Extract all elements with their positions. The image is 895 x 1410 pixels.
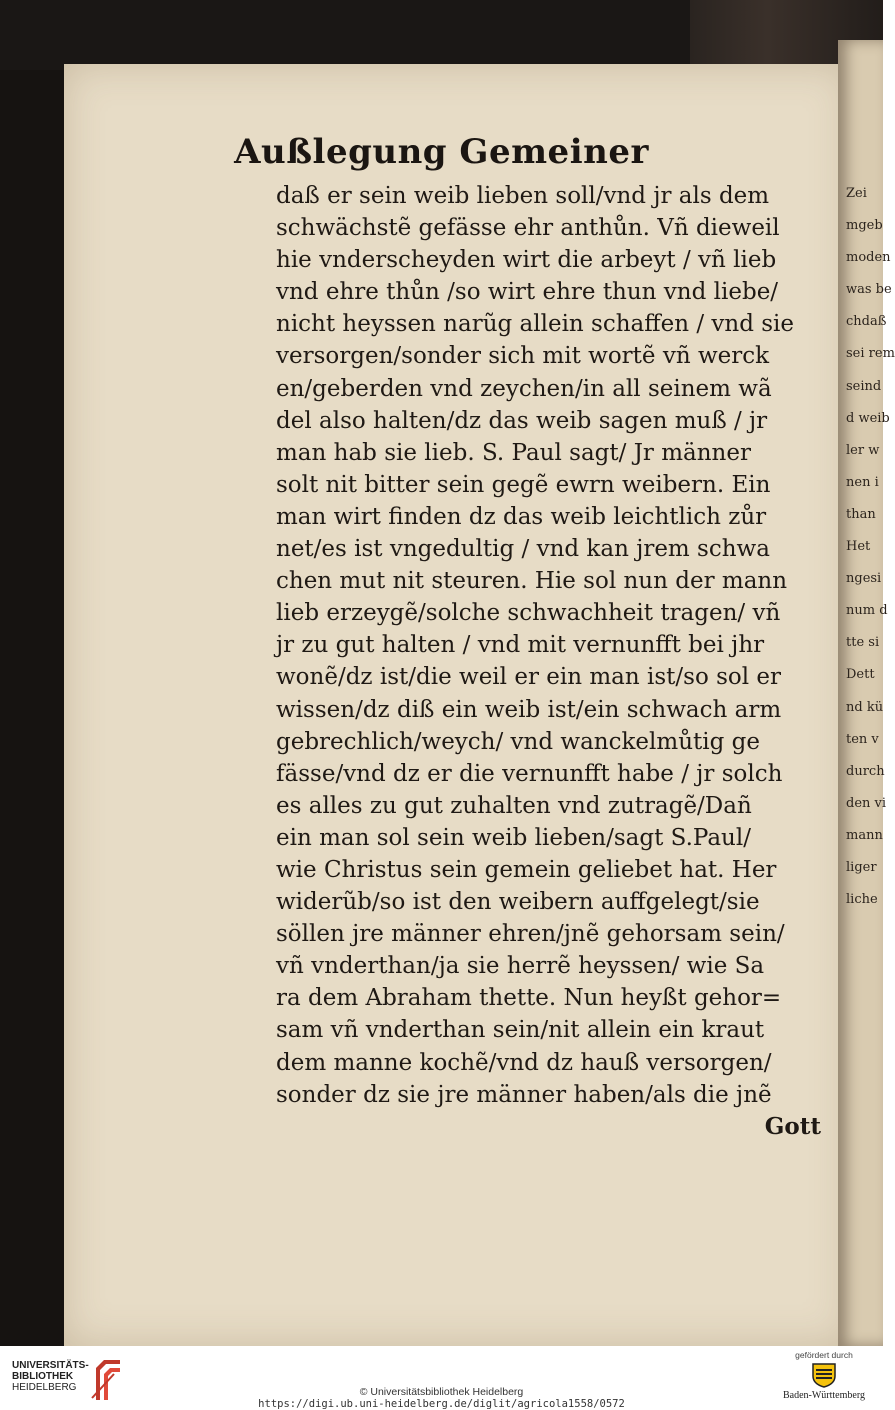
facing-page-fragment: ngesi <box>846 571 882 587</box>
sponsor-label: gefördert durch <box>795 1350 853 1360</box>
library-name-line-3: HEIDELBERG <box>12 1382 77 1393</box>
text-line: versorgen/sonder sich mit wortẽ vñ werck <box>276 343 770 370</box>
text-line: söllen jre männer ehren/jnẽ gehorsam sein/ <box>276 921 785 948</box>
facing-page-fragment <box>846 980 886 1012</box>
permalink[interactable]: https://digi.ub.uni-heidelberg.de/diglit/agricola1558/0572 <box>258 1398 625 1410</box>
facing-page-fragment <box>846 948 886 980</box>
text-line: wissen/dz diß ein weib ist/ein schwach arm <box>276 696 782 723</box>
running-head: Außlegung Gemeiner <box>234 132 649 172</box>
text-line: man hab sie lieb. S. Paul sagt/ Jr männer <box>276 439 751 466</box>
text-line: solt nit bitter sein gegẽ ewrn weibern. Ein <box>276 471 771 498</box>
facing-page-fragment: sei rem <box>846 346 895 362</box>
facing-page-fragment: ler w <box>846 442 880 458</box>
facing-page-fragment <box>846 1077 886 1109</box>
facing-page-fragment: num d <box>846 603 888 619</box>
facing-page-fragment: moden <box>846 250 891 266</box>
facing-page-fragment: nd kü <box>846 699 884 715</box>
text-line: fässe/vnd dz er die vernunfft habe / jr solch <box>276 760 783 787</box>
text-line: gebrechlich/weych/ vnd wanckelmůtig ge <box>276 728 760 755</box>
text-line: lieb erzeygẽ/solche schwachheit tragen/ vñ <box>276 600 781 627</box>
facing-page-fragment: Zei <box>846 186 867 201</box>
catchword: Gott <box>764 1112 821 1140</box>
text-line: ein man sol sein weib lieben/sagt S.Paul/ <box>276 824 751 851</box>
copyright-notice: © Universitätsbibliothek Heidelberg <box>359 1386 524 1398</box>
text-line: ra dem Abraham thette. Nun heyßt gehor= <box>276 985 782 1012</box>
text-lines <box>276 180 821 1111</box>
library-name-line-1: UNIVERSITÄTS- <box>12 1360 89 1371</box>
facing-page-fragment: nen i <box>846 474 879 490</box>
facing-page-fragment: mann <box>846 827 883 843</box>
text-line: daß er sein weib lieben soll/vnd jr als dem <box>276 183 770 209</box>
text-line: wie Christus sein gemein geliebet hat. Her <box>276 856 777 883</box>
facing-page-fragment: durch <box>846 763 885 779</box>
text-line: dem manne kochẽ/vnd dz hauß versorgen/ <box>276 1049 772 1076</box>
facing-page-fragment: tte si <box>846 635 880 651</box>
viewer-footer <box>0 1346 883 1410</box>
text-line: sonder dz sie jre männer haben/als die jnẽ <box>276 1081 772 1108</box>
library-name-line-2: BIBLIOTHEK <box>12 1371 74 1382</box>
facing-page-fragment: ten v <box>846 731 879 747</box>
text-line: nicht heyssen narũg allein schaffen / vnd sie <box>276 311 795 338</box>
sponsor-block <box>770 1350 878 1401</box>
text-line: wonẽ/dz ist/die weil er ein man ist/so sol er <box>276 664 782 691</box>
text-line: sam vñ vnderthan sein/nit allein ein kraut <box>276 1017 765 1044</box>
text-block <box>276 180 821 1143</box>
facing-page-fragment: den vi <box>846 795 887 811</box>
text-line: schwächstẽ gefässe ehr anthůn. Vñ dieweil <box>276 215 780 242</box>
facing-page-fragment: seind <box>846 378 882 394</box>
facing-page-fragment <box>846 1012 886 1044</box>
text-line: del also halten/dz das weib sagen muß / jr <box>276 407 768 434</box>
facing-page-fragments <box>846 178 895 1109</box>
facing-page-fragment: Het <box>846 539 871 555</box>
text-line: en/geberden vnd zeychen/in all seinem wã <box>276 375 772 402</box>
text-line: es alles zu gut zuhalten vnd zutragẽ/Dañ <box>276 792 752 819</box>
baden-wuerttemberg-crest-icon <box>810 1362 838 1388</box>
facing-page-fragment: Dett <box>846 667 875 683</box>
facing-page-fragment: mgeb <box>846 218 883 234</box>
facing-page-fragment: than <box>846 506 876 522</box>
facing-page-fragment: liger <box>846 859 877 875</box>
facing-page-fragment <box>846 1045 886 1077</box>
text-line: vñ vnderthan/ja sie herrẽ heyssen/ wie Sa <box>276 953 765 980</box>
facing-page-fragment: liche <box>846 892 878 908</box>
facing-page-fragment: chdaß <box>846 314 887 330</box>
text-line: widerũb/so ist den weibern auffgelegt/sie <box>276 889 760 916</box>
text-line: net/es ist vngedultig / vnd kan jrem schwa <box>276 536 770 563</box>
text-line: hie vnderscheyden wirt die arbeyt / vñ lieb <box>276 247 777 274</box>
facing-page-edge <box>838 40 895 1346</box>
text-line: jr zu gut halten / vnd mit vernunfft bei jhr <box>276 632 765 659</box>
text-line: vnd ehre thůn /so wirt ehre thun vnd liebe/ <box>276 279 779 306</box>
facing-page-fragment: was be <box>846 282 892 298</box>
text-line: chen mut nit steuren. Hie sol nun der mann <box>276 568 788 595</box>
facing-page-fragment <box>846 916 886 948</box>
sponsor-name: Baden-Württemberg <box>782 1390 865 1401</box>
text-line: man wirt finden dz das weib leichtlich zůr <box>276 503 767 530</box>
facing-page-fragment: d weib <box>846 410 890 426</box>
